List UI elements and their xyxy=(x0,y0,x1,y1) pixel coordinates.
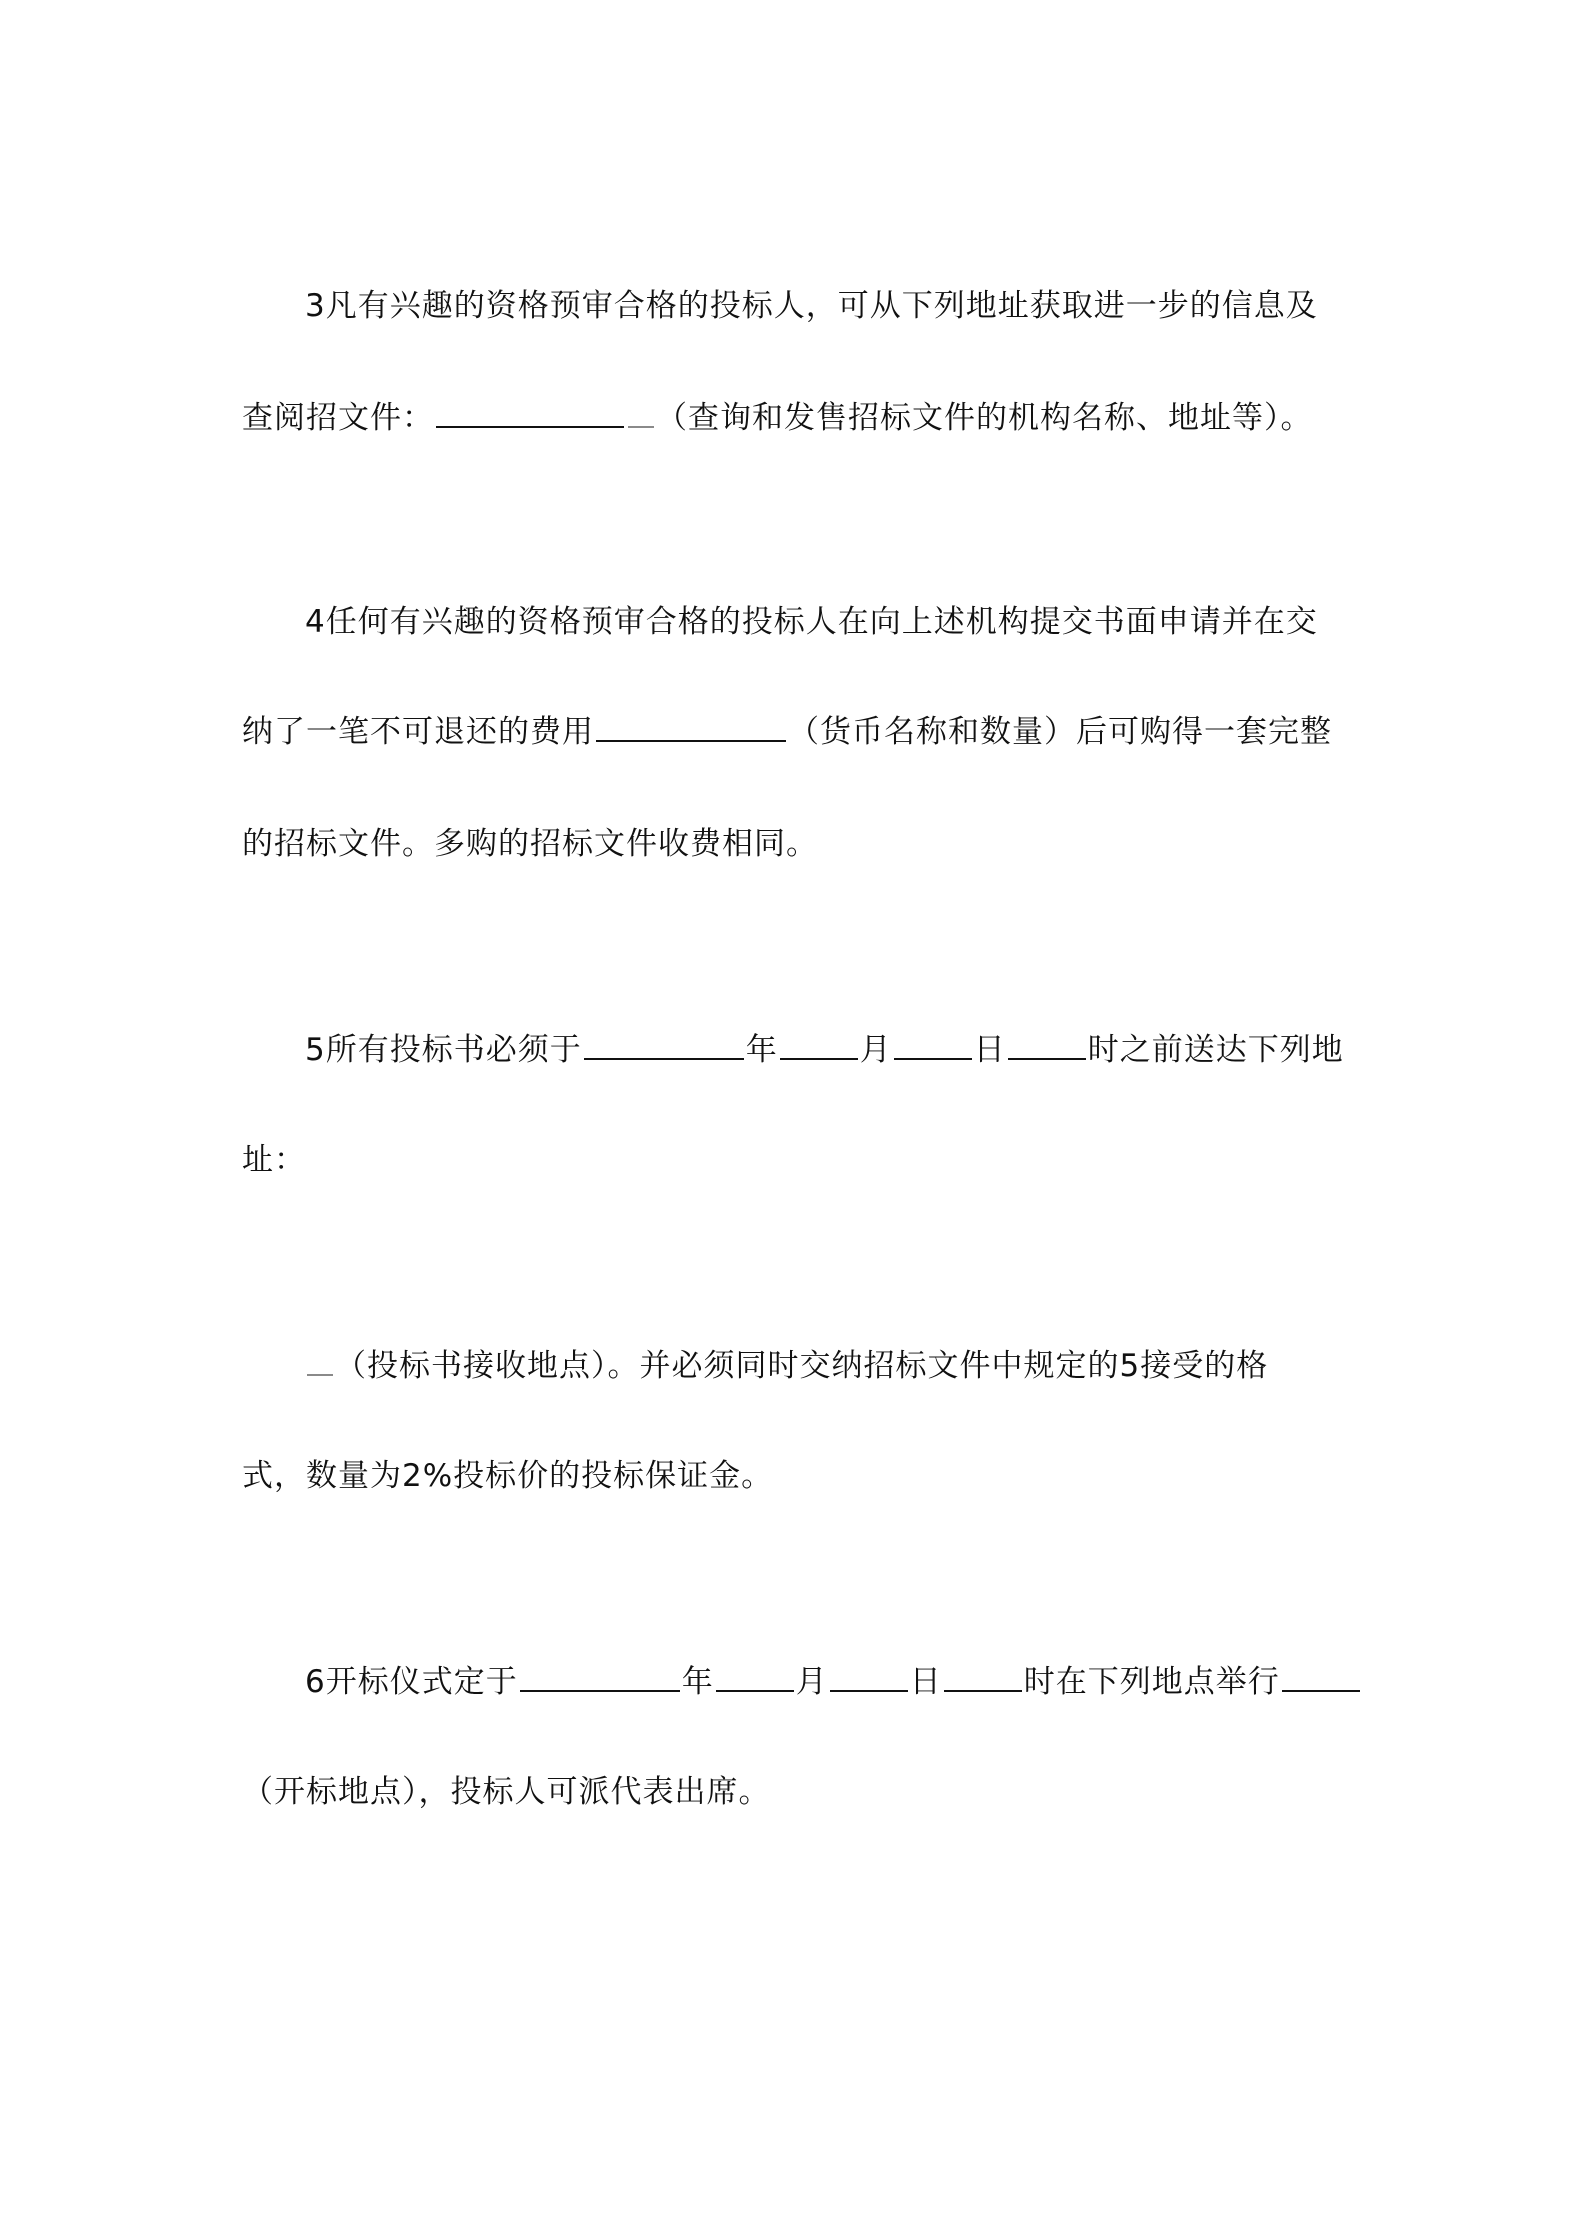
fill-in-blank-receipt-location[interactable] xyxy=(307,1344,333,1376)
p4-line3-text: 的招标文件。多购的招标文件收费相同。 xyxy=(242,826,818,862)
p3-line1 xyxy=(305,284,1425,328)
p4-line2-pre: 纳了一笔不可退还的费用 xyxy=(242,714,594,750)
fill-in-blank-opening-day[interactable] xyxy=(830,1660,908,1692)
p6-line2 xyxy=(242,1770,1362,1814)
fill-in-blank-opening-year[interactable] xyxy=(520,1660,680,1692)
p6-day-label: 日 xyxy=(909,1664,942,1700)
p5-line4-text: 式，数量为2%投标价的投标保证金。 xyxy=(242,1458,774,1494)
fill-in-blank-opening-month[interactable] xyxy=(716,1660,794,1692)
fill-in-blank-month[interactable] xyxy=(780,1028,858,1060)
p5-line2 xyxy=(242,1138,1362,1182)
p5-line3 xyxy=(305,1344,1425,1388)
fill-in-blank-opening-hour[interactable] xyxy=(944,1660,1022,1692)
p6-line2-text: （开标地点），投标人可派代表出席。 xyxy=(242,1774,771,1810)
p4-line3 xyxy=(242,822,1362,866)
p5-day-label: 日 xyxy=(973,1032,1006,1068)
p4-line2-post: （货币名称和数量）后可购得一套完整 xyxy=(788,714,1332,750)
p5-line1-pre: 5所有投标书必须于 xyxy=(305,1032,582,1068)
p4-line1-text: 4任何有兴趣的资格预审合格的投标人在向上述机构提交书面申请并在交 xyxy=(305,604,1318,640)
p6-year-label: 年 xyxy=(681,1664,714,1700)
p5-line1-post: 时之前送达下列地 xyxy=(1087,1032,1344,1068)
p5-line1 xyxy=(305,1028,1425,1072)
p4-line2 xyxy=(242,710,1362,754)
p3-line2-pre: 查阅招文件： xyxy=(242,400,434,436)
p5-year-label: 年 xyxy=(745,1032,778,1068)
p6-line1-pre: 6开标仪式定于 xyxy=(305,1664,518,1700)
fill-in-blank-year[interactable] xyxy=(584,1028,744,1060)
p3-line2 xyxy=(242,396,1362,440)
p6-line1 xyxy=(305,1660,1425,1704)
p4-line1 xyxy=(305,600,1425,644)
p5-month-label: 月 xyxy=(859,1032,892,1068)
fill-in-blank-opening-location[interactable] xyxy=(1282,1660,1360,1692)
p5-line3-post: （投标书接收地点）。并必须同时交纳招标文件中规定的5接受的格 xyxy=(335,1348,1269,1384)
fill-in-blank-fee[interactable] xyxy=(596,710,786,742)
fill-in-blank-institution-tail[interactable] xyxy=(628,396,654,428)
p6-line1-post: 时在下列地点举行 xyxy=(1023,1664,1280,1700)
p5-line2-text: 址： xyxy=(242,1142,306,1178)
p5-line4 xyxy=(242,1454,1362,1498)
p6-month-label: 月 xyxy=(795,1664,828,1700)
fill-in-blank-day[interactable] xyxy=(894,1028,972,1060)
p3-line1-text: 3凡有兴趣的资格预审合格的投标人，可从下列地址获取进一步的信息及 xyxy=(305,288,1318,324)
p3-line2-post: （查询和发售招标文件的机构名称、地址等）。 xyxy=(656,400,1313,436)
fill-in-blank-hour[interactable] xyxy=(1008,1028,1086,1060)
fill-in-blank-institution[interactable] xyxy=(436,396,624,428)
